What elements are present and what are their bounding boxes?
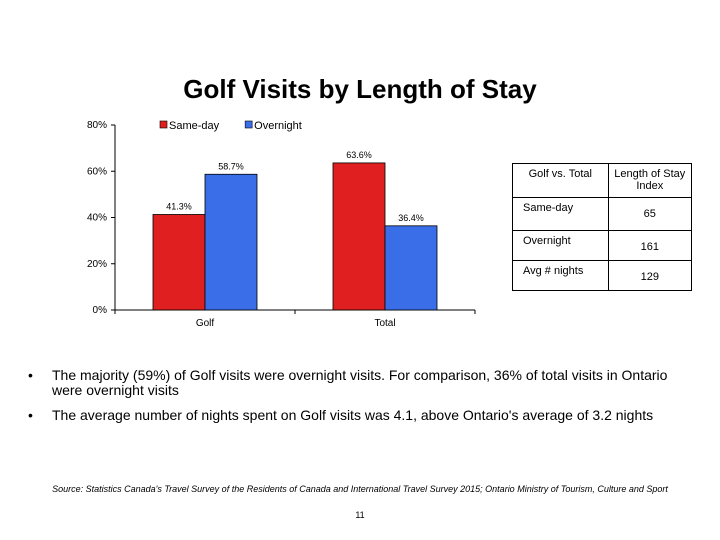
table-row [513, 261, 692, 291]
table-row-label: Avg # nights [513, 261, 609, 291]
table-header-index: Length of Stay Index [608, 164, 691, 198]
bar [205, 174, 257, 310]
table-row-label: Same-day [513, 198, 609, 231]
table-row [513, 198, 692, 231]
bullet-marker: • [28, 367, 33, 383]
table-row-value: 129 [608, 261, 691, 291]
y-tick-label: 20% [86, 258, 107, 270]
y-tick-label: 0% [92, 305, 107, 316]
bar [333, 163, 385, 310]
bar-data-label: 58.7% [218, 161, 244, 172]
bar-data-label: 36.4% [398, 212, 424, 223]
y-tick-label: 40% [86, 212, 107, 224]
table-row [513, 231, 692, 261]
page-number: 11 [355, 510, 365, 520]
legend-swatch [245, 121, 252, 128]
bullet-text: The majority (59%) of Golf visits were overnight visits. For comparison, 36% of total visits in Ontario were overnight visits [52, 367, 668, 398]
table-header-row [513, 164, 692, 198]
x-category-label: Golf [195, 318, 215, 329]
bar-data-label: 41.3% [166, 201, 192, 212]
table-header-comparison: Golf vs. Total [513, 164, 609, 198]
bullet-text: The average number of nights spent on Golf visits was 4.1, above Ontario's average of 3.2 nights [52, 407, 654, 423]
source-note: Source: Statistics Canada's Travel Survey of the Residents of Canada and International Travel Survey 2015; Ontario Ministry of Tourism, Culture and Sport [52, 484, 668, 494]
bar [385, 226, 437, 310]
legend-label: Same-day [169, 120, 220, 132]
x-category-label: Total [374, 318, 396, 329]
bar-data-label: 63.6% [346, 149, 372, 160]
slide-title: Golf Visits by Length of Stay [183, 74, 537, 104]
y-tick-label: 60% [86, 166, 107, 178]
table-row-value: 65 [608, 198, 691, 231]
legend-label: Overnight [254, 120, 302, 132]
legend-swatch [160, 121, 167, 128]
table-row-value: 161 [608, 231, 691, 261]
bar [153, 214, 205, 310]
bullet-marker: • [28, 407, 33, 423]
table-row-label: Overnight [513, 231, 609, 261]
stay-index-table [512, 163, 692, 291]
y-tick-label: 80% [86, 120, 107, 131]
